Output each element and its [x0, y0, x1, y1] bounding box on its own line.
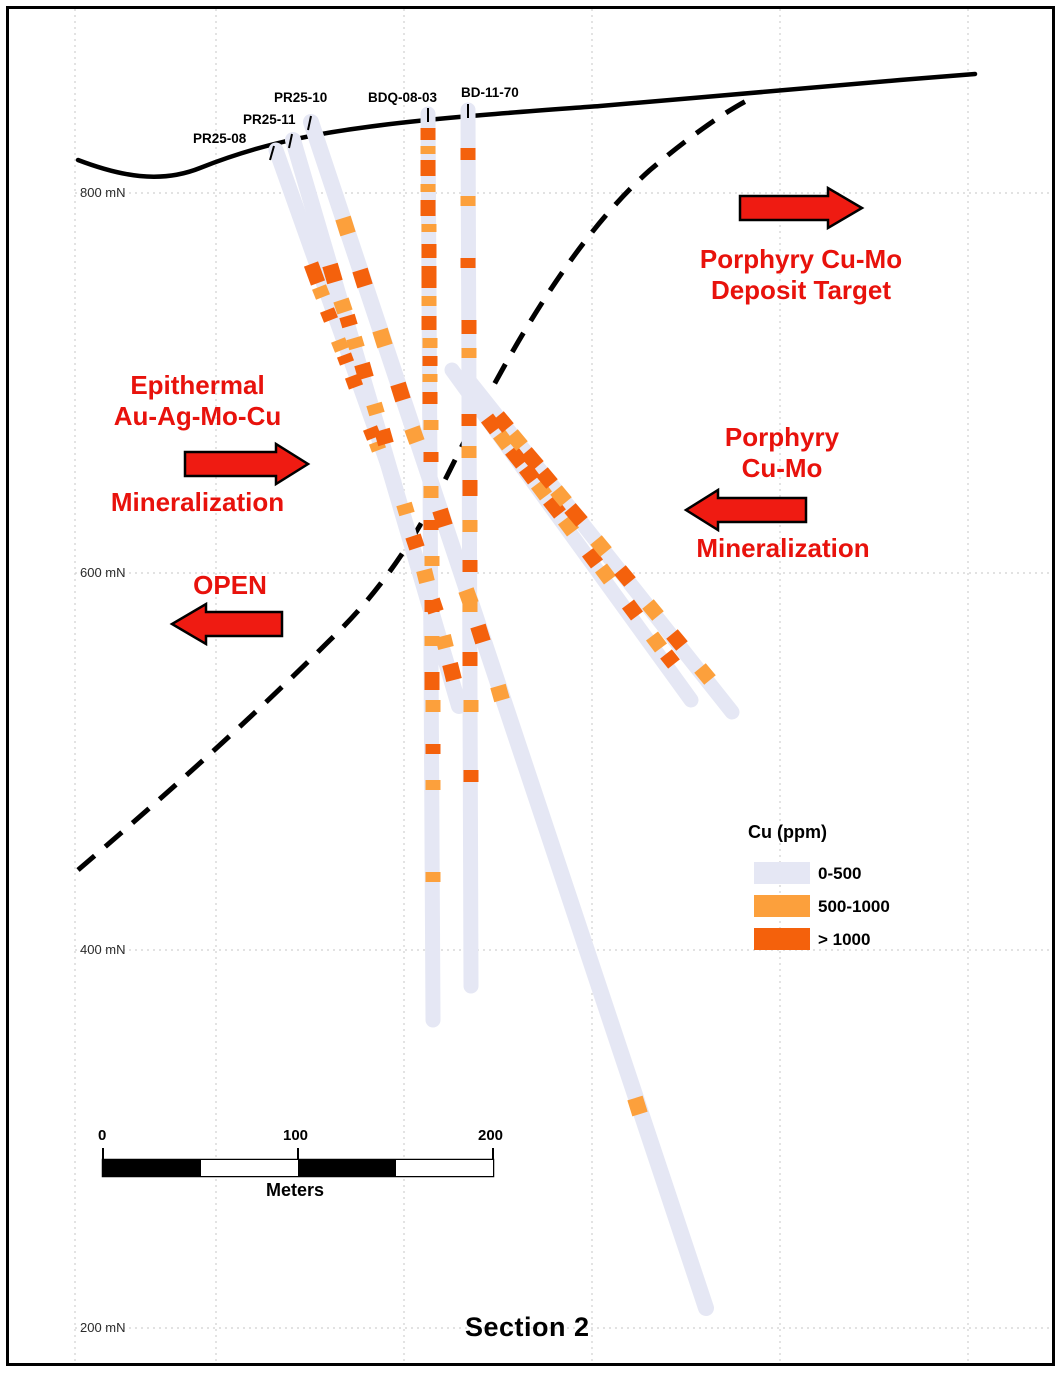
collar-label-bdq-08-03: BDQ-08-03: [368, 90, 438, 105]
section-title: Section 2: [465, 1312, 590, 1342]
legend-swatch-0-500: [754, 862, 810, 884]
scalebar-tick-100: 100: [283, 1127, 309, 1144]
annotation-porphyry-target: [671, 244, 931, 305]
arrow-open: [172, 604, 282, 644]
annotation-porphyry-line2: Cu-Mo: [741, 452, 823, 483]
drill-holes: [276, 110, 732, 1308]
collar-label-pr25-08: PR25-08: [193, 131, 247, 146]
annotation-porphyry-target-line2: Deposit Target: [710, 274, 892, 305]
annotation-porphyry-mineralization: [687, 422, 877, 483]
axis-label-200: 200 mN: [80, 1320, 126, 1335]
collar-label-bd-11-70: BD-11-70: [461, 85, 519, 100]
legend-label-0-500: 0-500: [818, 864, 862, 883]
topography-line: [78, 74, 975, 177]
legend-label-gt-1000: > 1000: [818, 930, 871, 949]
annotation-epithermal: [90, 370, 305, 431]
scale-bar-graphic: [103, 1148, 493, 1176]
annotation-porphyry-target-line1: Porphyry Cu-Mo: [699, 244, 903, 274]
legend-swatch-500-1000: [754, 895, 810, 917]
axis-label-400: 400 mN: [80, 942, 126, 957]
legend-swatch-gt-1000: [754, 928, 810, 950]
legend-title: Cu (ppm): [748, 822, 827, 842]
scalebar-tick-0: 0: [98, 1127, 107, 1144]
structure-dashed-line: [78, 100, 748, 870]
annotation-epithermal-mineralization: Mineralization: [110, 487, 285, 517]
axis-label-800: 800 mN: [80, 185, 126, 200]
annotation-porphyry-line1: Porphyry: [724, 422, 840, 452]
annotation-epithermal-line1: Epithermal: [130, 370, 265, 400]
arrow-porphyry-mineralization: [686, 490, 806, 530]
annotation-epithermal-line2: Au-Ag-Mo-Cu: [113, 400, 282, 431]
hole-BD-11-70: [468, 110, 471, 986]
scalebar-tick-200: 200: [478, 1127, 504, 1144]
scalebar-unit: Meters: [266, 1180, 325, 1200]
annotation-open: OPEN: [193, 570, 267, 600]
hole-PR25-10: [311, 122, 706, 1308]
arrow-porphyry-target: [740, 188, 862, 228]
legend-label-500-1000: 500-1000: [818, 897, 890, 916]
axis-label-600: 600 mN: [80, 565, 126, 580]
collar-label-pr25-10: PR25-10: [274, 90, 328, 105]
arrow-epithermal: [185, 444, 308, 484]
collar-label-pr25-11: PR25-11: [243, 112, 296, 127]
annotation-porphyry-mineralization-word: Mineralization: [696, 533, 870, 563]
